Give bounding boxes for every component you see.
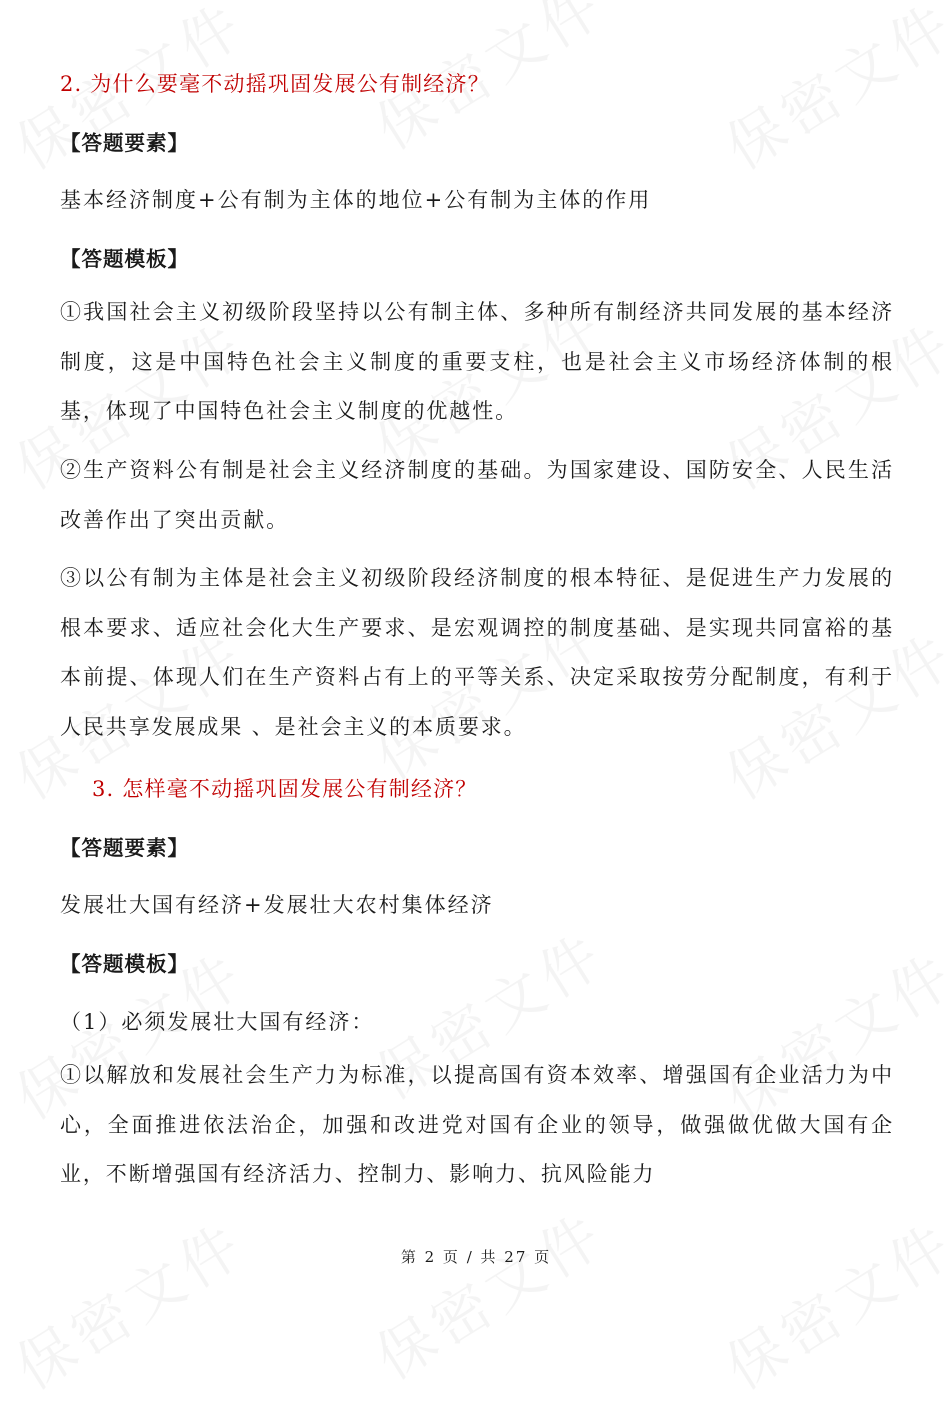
answer-paragraph-3: ③以公有制为主体是社会主义初级阶段经济制度的根本特征、是促进生产力发展的根本要求、适应社会化大生产要求、是宏观调控的制度基础、是实现共同富裕的基本前提、体现人们在生产资料占有上的平等关系、决定采取按劳分配制度，有利于人民共享发展成果 、是社会主义的本质要求。 <box>60 566 894 739</box>
sub-heading: （1）必须发展壮大国有经济： <box>60 1010 375 1034</box>
answer-elements-tag: 【答题要素】 <box>60 131 189 155</box>
watermark <box>0 1199 259 1405</box>
answer-elements-text: 基本经济制度+公有制为主体的地位+公有制为主体的作用 <box>60 188 652 212</box>
watermark <box>707 1199 952 1405</box>
answer-elements-text: 发展壮大国有经济+发展壮大农村集体经济 <box>60 893 494 917</box>
answer-paragraph-4: ①以解放和发展社会生产力为标准，以提高国有资本效率、增强国有企业活力为中心，全面推进依法治企，加强和改进党对国有企业的领导，做强做优做大国有企业，不断增强国有经济活力、控制力、影响力、抗风险能力 <box>60 1063 894 1186</box>
question-3-title: 3. 怎样毫不动摇巩固发展公有制经济？ <box>92 777 478 801</box>
answer-elements-tag: 【答题要素】 <box>60 836 189 860</box>
answer-paragraph-2: ②生产资料公有制是社会主义经济制度的基础。为国家建设、国防安全、人民生活改善作出了突出贡献。 <box>60 458 894 532</box>
answer-template-tag: 【答题模板】 <box>60 952 189 976</box>
watermark <box>357 1189 619 1396</box>
answer-paragraph-1: ①我国社会主义初级阶段坚持以公有制主体、多种所有制经济共同发展的基本经济制度，这是中国特色社会主义制度的重要支柱，也是社会主义市场经济体制的根基，体现了中国特色社会主义制度的优越性。 <box>60 300 894 423</box>
page-number: 第 2 页 / 共 27 页 <box>400 1248 552 1266</box>
watermark <box>707 0 952 185</box>
question-2-title: 2. 为什么要毫不动摇巩固发展公有制经济？ <box>60 72 490 96</box>
answer-template-tag: 【答题模板】 <box>60 247 189 271</box>
